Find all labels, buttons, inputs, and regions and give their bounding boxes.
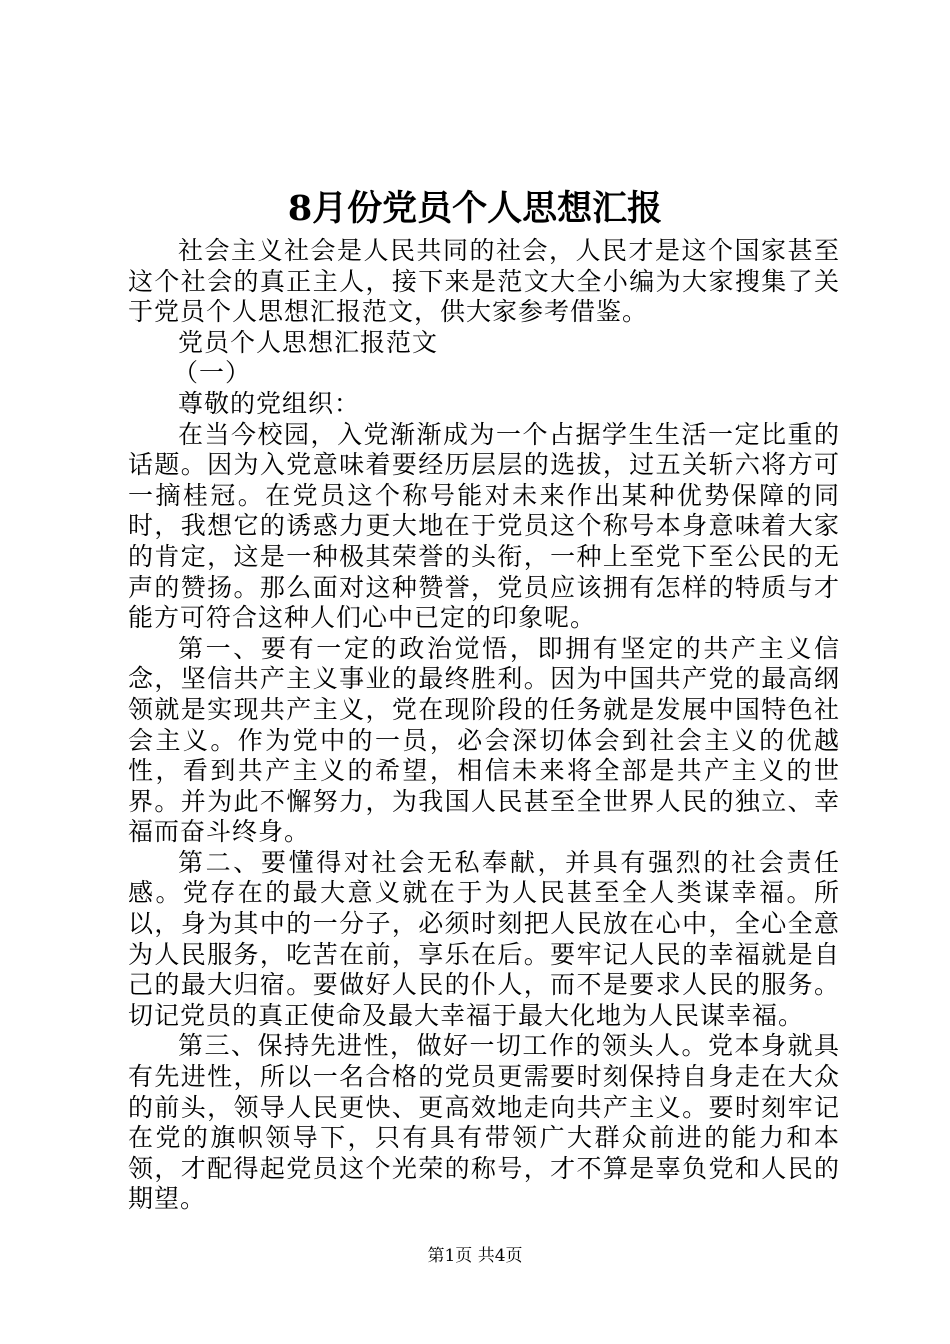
paragraph-point-1: 第一、要有一定的政治觉悟，即拥有坚定的共产主义信念，坚信共产主义事业的最终胜利。因为中国共产党的最高纲领就是实现共产主义，党在现阶段的任务就是发展中国特色社会主义。作为党中的一员，必会深切体会到社会主义的优越性，看到共产主义的希望，相信未来将全部是共产主义的世界。并为此不懈努力，为我国人民甚至全世界人民的独立、幸福而奋斗终身。: [128, 633, 840, 847]
paragraph-subtitle: 党员个人思想汇报范文: [178, 327, 439, 357]
paragraph-point-2: 第二、要懂得对社会无私奉献，并具有强烈的社会责任感。党存在的最大意义就在于为人民甚至全人类谋幸福。所以，身为其中的一分子，必须时刻把人民放在心中，全心全意为人民服务，吃苦在前，享乐在后。要牢记人民的幸福就是自己的最大归宿。要做好人民的仆人，而不是要求人民的服务。切记党员的真正使命及最大幸福于最大化地为人民谋幸福。: [128, 847, 840, 1030]
paragraph-intro: 社会主义社会是人民共同的社会，人民才是这个国家甚至这个社会的真正主人，接下来是范文大全小编为大家搜集了关于党员个人思想汇报范文，供大家参考借鉴。: [128, 236, 840, 327]
paragraph-salutation: 尊敬的党组织：: [178, 388, 361, 418]
paragraph-point-3: 第三、保持先进性，做好一切工作的领头人。党本身就具有先进性，所以一名合格的党员更需要时刻保持自身走在大众的前头，领导人民更快、更高效地走向共产主义。要时刻牢记在党的旗帜领导下，只有具有带领广大群众前进的能力和本领，才配得起党员这个光荣的称号，才不算是辜负党和人民的期望。: [128, 1031, 840, 1214]
paragraph-body-1: 在当今校园，入党渐渐成为一个占据学生生活一定比重的话题。因为入党意味着要经历层层的选拔，过五关斩六将方可一摘桂冠。在党员这个称号能对未来作出某种优势保障的同时，我想它的诱惑力更大地在于党员这个称号本身意味着大家的肯定，这是一种极其荣誉的头衔，一种上至党下至公民的无声的赞扬。那么面对这种赞誉，党员应该拥有怎样的特质与才能方可符合这种人们心中已定的印象呢。: [128, 419, 840, 633]
page-footer: 第1页 共4页: [427, 1246, 523, 1266]
paragraph-section-number: （一）: [173, 358, 252, 388]
document-body: [128, 236, 840, 1215]
document-title: 8月份党员个人思想汇报: [287, 188, 663, 229]
